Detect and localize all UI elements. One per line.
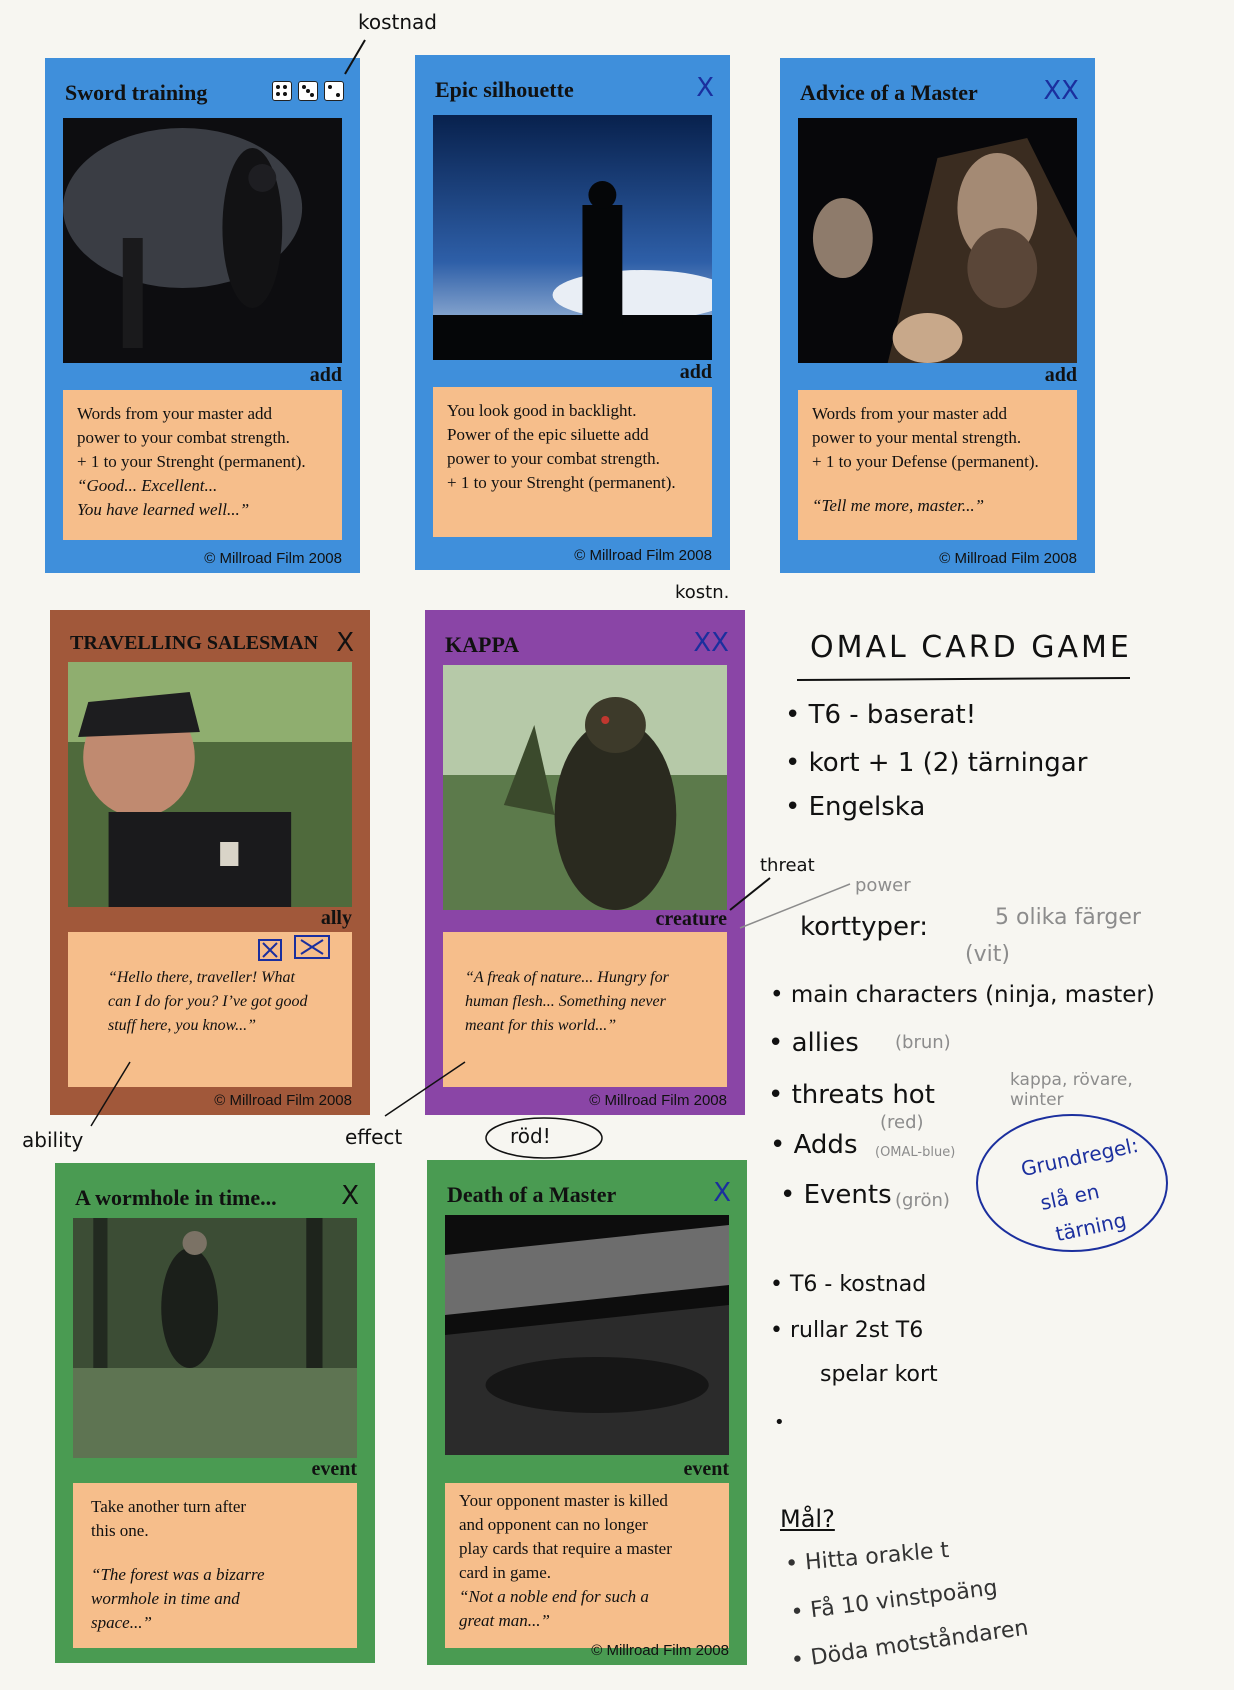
card-quote-line: stuff here, you know...” xyxy=(108,1017,256,1034)
card-quote-line: You have learned well...” xyxy=(77,500,250,519)
card-copyright: © Millroad Film 2008 xyxy=(574,547,712,564)
card-death-of-a-master xyxy=(427,1160,747,1665)
card-text-line: this one. xyxy=(91,1521,149,1540)
card-travelling-salesman xyxy=(50,610,370,1115)
card-quote-line: “Tell me more, master...” xyxy=(812,496,985,515)
card-photo xyxy=(443,665,727,910)
rule-text: Grundregel: xyxy=(1018,1132,1141,1182)
card-type: event xyxy=(311,1458,357,1480)
card-title: TRAVELLING SALESMAN xyxy=(70,632,319,654)
type-line: • main characters (ninja, master) xyxy=(770,982,1155,1008)
card-type: add xyxy=(1044,364,1077,386)
card-title: A wormhole in time... xyxy=(75,1185,277,1210)
card-text-line: card in game. xyxy=(459,1563,552,1582)
note-line: • Engelska xyxy=(785,792,926,822)
card-copyright: © Millroad Film 2008 xyxy=(204,550,342,567)
cost-mark: XX xyxy=(1043,76,1079,106)
card-type: creature xyxy=(655,908,727,930)
card-text-line: Words from your master add xyxy=(812,404,1008,423)
card-type: add xyxy=(679,361,712,383)
annotation-kostnad: kostnad xyxy=(358,10,437,34)
bottom-note: • T6 - kostnad xyxy=(770,1272,927,1297)
card-type: add xyxy=(309,364,342,386)
annotation-line xyxy=(380,1060,470,1120)
card-wormhole-in-time xyxy=(55,1163,375,1663)
annotation-ability: ability xyxy=(22,1128,84,1152)
card-text-line: Power of the epic siluette add xyxy=(447,425,649,444)
type-color: (grön) xyxy=(895,1190,950,1211)
type-line: • Events xyxy=(780,1180,892,1210)
card-text-line: Take another turn after xyxy=(91,1497,247,1516)
rule-text: slå en xyxy=(1038,1179,1102,1215)
card-text-line: power to your combat strength. xyxy=(77,428,290,447)
annotation-threat: threat xyxy=(760,855,815,876)
ability-boxes-annotation xyxy=(255,928,345,968)
card-text-line: + 1 to your Strenght (permanent). xyxy=(77,452,306,471)
type-color: (brun) xyxy=(895,1032,951,1053)
card-title: Sword training xyxy=(65,80,208,105)
card-copyright: © Millroad Film 2008 xyxy=(939,550,1077,567)
card-text-box xyxy=(445,1483,729,1648)
card-quote-line: wormhole in time and xyxy=(91,1589,240,1608)
cost-mark: X xyxy=(696,73,714,103)
goal-title: Mål? xyxy=(780,1505,835,1533)
card-title: KAPPA xyxy=(445,632,520,657)
card-photo xyxy=(445,1215,729,1455)
goal-line: • Döda motståndaren xyxy=(789,1615,1030,1674)
annotation-line xyxy=(340,38,370,78)
die-icon xyxy=(298,81,318,101)
card-text-box xyxy=(443,932,727,1087)
card-copyright: © Millroad Film 2008 xyxy=(214,1092,352,1109)
card-quote-line: great man...” xyxy=(459,1611,550,1630)
card-text-line: power to your mental strength. xyxy=(812,428,1022,447)
card-text-box xyxy=(73,1483,357,1648)
card-photo xyxy=(68,662,352,907)
bottom-note: • xyxy=(774,1412,785,1433)
card-text-box xyxy=(433,387,712,537)
die-icon xyxy=(324,81,344,101)
goal-line: • Få 10 vinstpoäng xyxy=(789,1575,999,1626)
card-text-line: Words from your master add xyxy=(77,404,273,423)
annotation-circle xyxy=(482,1113,607,1163)
card-quote-line: “The forest was a bizarre xyxy=(91,1565,265,1584)
annotation-power: power xyxy=(855,875,911,896)
card-epic-silhouette xyxy=(415,55,730,570)
annotation-line xyxy=(85,1060,135,1130)
card-quote-line: space...” xyxy=(91,1613,152,1632)
annotation-effect: effect xyxy=(345,1125,403,1149)
card-text-line: Your opponent master is killed xyxy=(459,1491,668,1510)
card-types-label: korttyper: xyxy=(800,912,928,942)
card-photo xyxy=(73,1218,357,1458)
threats-note: kappa, rövare, winter xyxy=(1010,1070,1133,1110)
cost-mark: XX xyxy=(693,628,729,658)
rule-text: tärning xyxy=(1053,1207,1129,1247)
cost-mark: X xyxy=(713,1178,731,1208)
note-line: • T6 - baserat! xyxy=(785,700,977,730)
card-text-line: and opponent can no longer xyxy=(459,1515,648,1534)
type-color: (OMAL-blue) xyxy=(875,1145,956,1160)
card-text-line: You look good in backlight. xyxy=(447,401,637,420)
card-text-line: + 1 to your Strenght (permanent). xyxy=(447,473,676,492)
notes-title: OMAL CARD GAME xyxy=(810,630,1132,665)
type-line: • threats hot xyxy=(768,1080,935,1110)
type-color: (red) xyxy=(880,1112,924,1133)
card-title: Advice of a Master xyxy=(800,80,978,105)
card-sword-training xyxy=(45,58,360,573)
cost-mark: X xyxy=(341,1181,359,1211)
cost-mark: X xyxy=(336,628,354,658)
card-text-line: + 1 to your Defense (permanent). xyxy=(812,452,1039,471)
card-type: ally xyxy=(320,907,352,929)
card-quote-line: “Not a noble end for such a xyxy=(459,1587,649,1606)
card-type: event xyxy=(683,1458,729,1480)
title-underline xyxy=(795,675,1135,685)
card-copyright: © Millroad Film 2008 xyxy=(589,1092,727,1109)
bottom-note: spelar kort xyxy=(820,1362,938,1387)
card-text-line: power to your combat strength. xyxy=(447,449,660,468)
card-title: Death of a Master xyxy=(447,1182,617,1207)
card-quote-line: “A freak of nature... Hungry for xyxy=(465,969,669,986)
type-line: • Adds xyxy=(770,1130,858,1160)
card-photo xyxy=(798,118,1077,363)
card-text-line: play cards that require a master xyxy=(459,1539,672,1558)
card-quote-line: “Hello there, traveller! What xyxy=(108,969,295,986)
type-line: • allies xyxy=(768,1028,859,1058)
bottom-note: • rullar 2st T6 xyxy=(770,1318,924,1343)
card-quote-line: can I do for you? I’ve got good xyxy=(108,993,308,1010)
card-text-box xyxy=(798,390,1077,540)
card-copyright: © Millroad Film 2008 xyxy=(591,1642,729,1659)
card-types-note: 5 olika färger xyxy=(995,905,1141,930)
card-quote-line: “Good... Excellent... xyxy=(77,476,218,495)
card-photo xyxy=(63,118,342,363)
die-icon xyxy=(272,81,292,101)
card-text-box xyxy=(63,390,342,540)
card-quote-line: human flesh... Something never xyxy=(465,993,666,1010)
dice-cost xyxy=(272,78,344,108)
card-photo xyxy=(433,115,712,360)
annotation-kostn: kostn. xyxy=(675,582,730,603)
note-line: • kort + 1 (2) tärningar xyxy=(785,748,1088,778)
card-title: Epic silhouette xyxy=(435,77,574,102)
card-kappa xyxy=(425,610,745,1115)
goal-line: • Hitta orakle t xyxy=(784,1537,951,1578)
annotation-rod: röd! xyxy=(510,1124,551,1148)
card-advice-of-a-master xyxy=(780,58,1095,573)
card-types-note: (vit) xyxy=(965,942,1010,967)
card-quote-line: meant for this world...” xyxy=(465,1017,617,1034)
